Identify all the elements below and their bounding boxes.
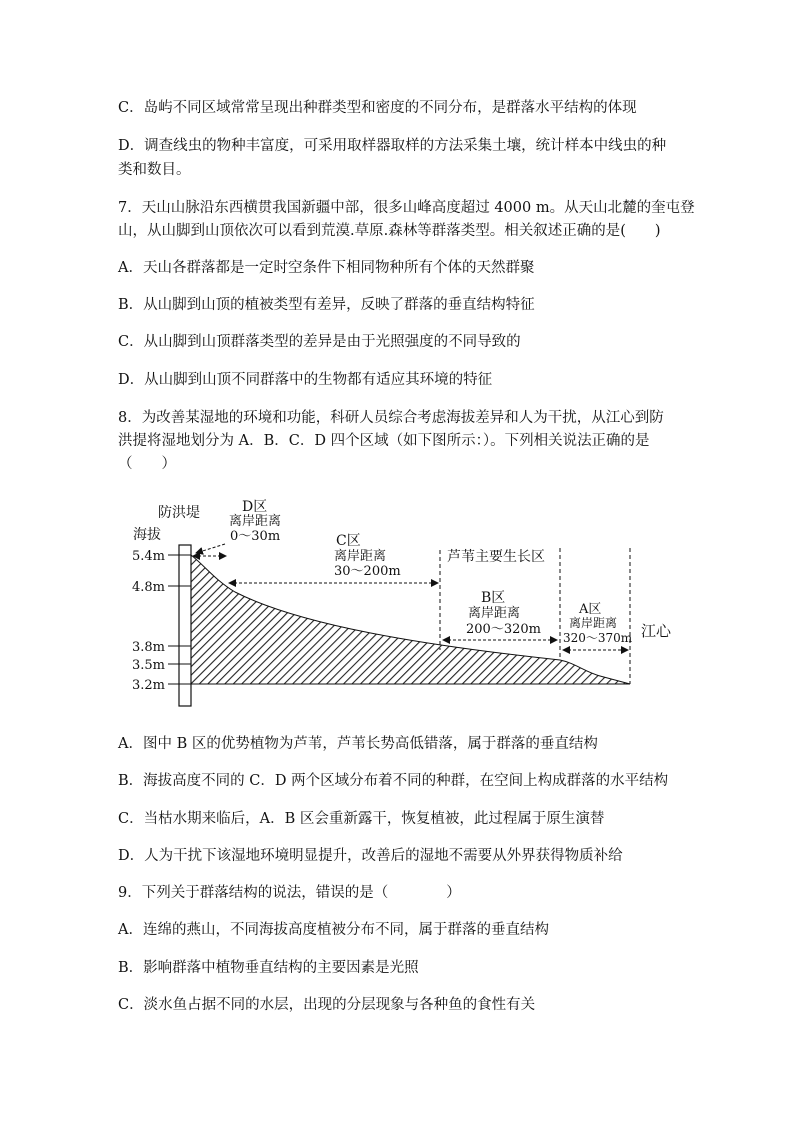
q8-stem-line1: 8．为改善某湿地的环境和功能，科研人员综合考虑海拔差异和人为干扰，从江心到防 bbox=[118, 410, 664, 426]
zone-a-distance-label: 离岸距离 bbox=[569, 616, 618, 630]
q7-option-b: B．从山脚到山顶的植被类型有差异，反映了群落的垂直结构特征 bbox=[118, 297, 535, 313]
q8-option-b: B．海拔高度不同的 C．D 两个区域分布着不同的种群，在空间上构成群落的水平结构 bbox=[118, 773, 669, 789]
zone-d-arrow bbox=[196, 544, 225, 553]
terrain-profile bbox=[191, 555, 630, 684]
q7-stem-line1: 7．天山山脉沿东西横贯我国新疆中部，很多山峰高度超过 4000 m。从天山北麓的奎屯登 bbox=[118, 200, 695, 216]
q7-option-a: A．天山各群落都是一定时空条件下相同物种所有个体的天然群聚 bbox=[118, 260, 535, 276]
q6-option-c: C．岛屿不同区域常常呈现出种群类型和密度的不同分布，是群落水平结构的体现 bbox=[118, 100, 637, 116]
zone-c-range: 30～200m bbox=[334, 564, 401, 579]
tick-label-3.5: 3.5m bbox=[132, 658, 166, 673]
river-center-label: 江心 bbox=[641, 622, 672, 640]
q7-option-c: C．从山脚到山顶群落类型的差异是由于光照强度的不同导致的 bbox=[118, 334, 521, 350]
q8-stem-line2: 洪提将湿地划分为 A．B．C．D 四个区域（如下图所示：）。下列相关说法正确的是 bbox=[118, 433, 650, 449]
dike-label: 防洪堤 bbox=[158, 505, 200, 521]
q9-option-a: A．连绵的燕山，不同海拔高度植被分布不同，属于群落的垂直结构 bbox=[118, 922, 549, 938]
q6-option-d-line1: D．调查线虫的物种丰富度，可采用取样器取样的方法采集土壤，统计样本中线虫的种 bbox=[118, 138, 667, 154]
q7-stem-line2: 山，从山脚到山顶依次可以看到荒漠.草原.森林等群落类型。相关叙述正确的是( ) bbox=[118, 223, 661, 239]
zone-d-range: 0～30m bbox=[230, 529, 281, 544]
zone-b-distance-label: 离岸距离 bbox=[468, 606, 521, 621]
q9-option-c: C．淡水鱼占据不同的水层，出现的分层现象与各种鱼的食性有关 bbox=[118, 997, 536, 1013]
tick-label-5.4: 5.4m bbox=[132, 549, 166, 564]
reed-zone-label: 芦苇主要生长区 bbox=[447, 549, 545, 565]
zone-c-distance-label: 离岸距离 bbox=[334, 549, 387, 564]
zone-c-title: C区 bbox=[336, 533, 361, 549]
q9-stem: 9．下列关于群落结构的说法，错误的是（ ） bbox=[118, 885, 461, 901]
zone-b-range: 200～320m bbox=[466, 622, 541, 637]
zone-a-title: A区 bbox=[579, 602, 602, 617]
flood-dike-bar bbox=[179, 545, 191, 706]
q8-option-d: D．人为干扰下该湿地环境明显提升，改善后的湿地不需要从外界获得物质补给 bbox=[118, 848, 623, 864]
q7-option-d: D．从山脚到山顶不同群落中的生物都有适应其环境的特征 bbox=[118, 372, 493, 388]
zone-a-range: 320～370m bbox=[563, 631, 633, 645]
q6-option-d-line2: 类和数目。 bbox=[118, 162, 191, 178]
tick-label-4.8: 4.8m bbox=[132, 580, 166, 595]
zone-d-title: D区 bbox=[242, 499, 268, 515]
zone-b-title: B区 bbox=[481, 590, 506, 606]
q8-option-c: C．当枯水期来临后，A．B 区会重新露干，恢复植被，此过程属于原生演替 bbox=[118, 811, 605, 827]
q8-stem-line3: （ ） bbox=[118, 456, 176, 472]
q8-option-a: A．图中 B 区的优势植物为芦苇，芦苇长势高低错落，属于群落的垂直结构 bbox=[118, 736, 598, 752]
q9-option-b: B．影响群落中植物垂直结构的主要因素是光照 bbox=[118, 960, 419, 976]
zone-d-distance-label: 离岸距离 bbox=[229, 514, 282, 529]
tick-label-3.2: 3.2m bbox=[132, 678, 166, 693]
tick-label-3.8: 3.8m bbox=[132, 640, 166, 655]
axis-label-elevation: 海拔 bbox=[133, 527, 161, 543]
